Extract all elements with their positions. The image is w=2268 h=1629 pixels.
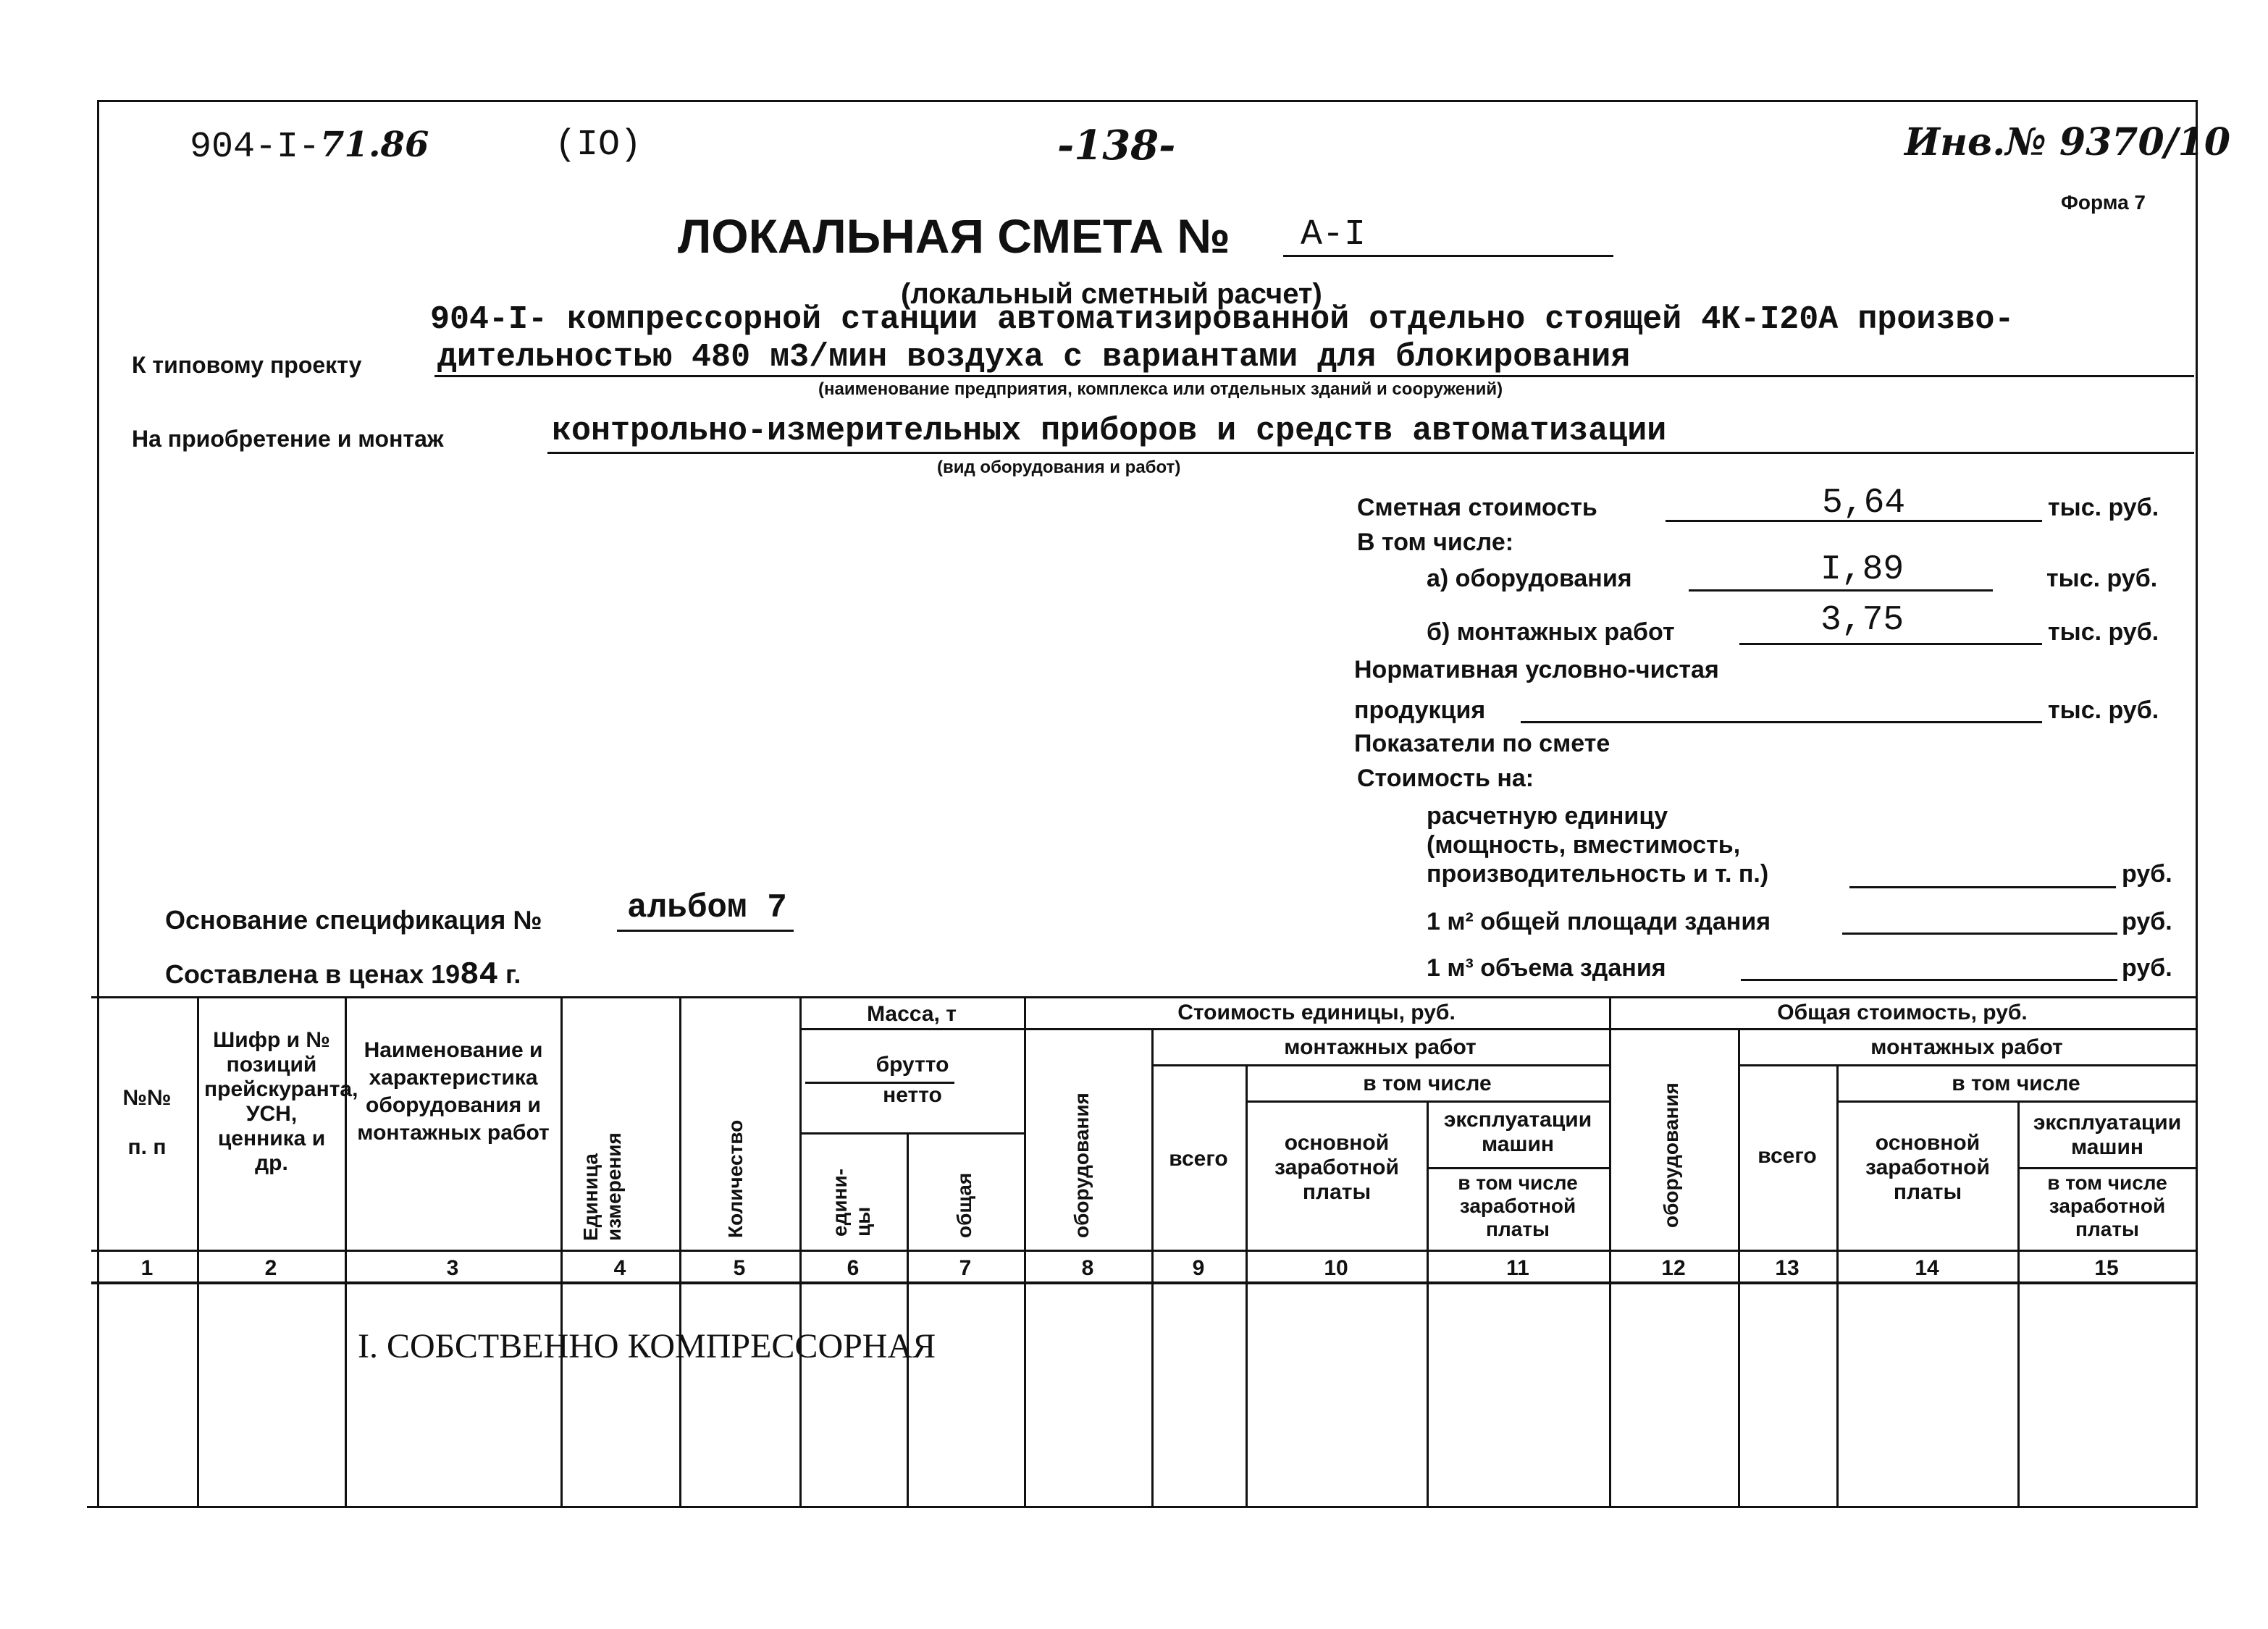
column-number: 1 — [140, 1256, 154, 1280]
project-line-2: дительностью 480 м3/мин воздуха с вариантами для блокирования — [437, 339, 1631, 376]
column-number: 2 — [264, 1256, 277, 1280]
column-number: 13 — [1775, 1256, 1799, 1280]
project-line — [434, 375, 2194, 377]
header-total-install: монтажных работ — [1870, 1035, 2063, 1059]
header-unit-incl: в том числе — [1363, 1072, 1492, 1095]
unit-calc-line — [1849, 886, 2116, 888]
basis-label: Основание спецификация № — [165, 905, 542, 935]
header-unit-wages: основной заработной платы — [1274, 1131, 1399, 1204]
col-line-6 — [907, 1132, 909, 1506]
equipment-cost-value: I,89 — [1820, 550, 1904, 589]
header-bottom-line — [91, 1250, 2196, 1252]
column-number: 9 — [1192, 1256, 1205, 1280]
totalcost-machine-line — [2017, 1167, 2196, 1169]
mass-split-line — [799, 1132, 1024, 1135]
header-price-code: Шифр и № позиций прейскуранта, УСН, ценника и др. — [204, 1028, 358, 1175]
header-name: Наименование и характеристика оборудования и монтажных работ — [357, 1038, 550, 1145]
per-m2-line — [1842, 933, 2117, 935]
col-line-14 — [2017, 1100, 2020, 1506]
unit-calc-rub: руб. — [2122, 860, 2172, 888]
per-m2-label: 1 м² общей площади здания — [1427, 908, 1771, 935]
column-number: 10 — [1324, 1256, 1348, 1280]
installation-cost-line — [1739, 643, 2042, 645]
header-mass-unit: едини-цы — [828, 1168, 874, 1237]
acquisition-caption: (вид оборудования и работ) — [937, 458, 1181, 477]
inventory-number: Инв.№ 9370/10 — [1904, 120, 2230, 164]
per-m2-rub: руб. — [2122, 908, 2172, 935]
estimate-number-line — [1283, 255, 1613, 257]
header-unit-install: монтажных работ — [1284, 1035, 1477, 1059]
section-number: (IO) — [555, 125, 642, 166]
header-total-machine-wages: в том числе заработной платы — [2047, 1171, 2167, 1240]
page-number: -138- — [1057, 122, 1176, 169]
per-m3-label: 1 м³ объема здания — [1427, 954, 1666, 982]
frame-right — [2196, 100, 2198, 1508]
cost-per-label: Стоимость на: — [1357, 765, 1534, 792]
unit-calc-label-1: расчетную единицу — [1427, 802, 1668, 830]
normative-unit: тыс. руб. — [2048, 696, 2159, 724]
column-numbers-line — [91, 1281, 2196, 1284]
col-line-9 — [1246, 1064, 1248, 1506]
header-total-equipment: оборудования — [1660, 1082, 1682, 1228]
col-line-7 — [1024, 996, 1026, 1506]
header-unit-machines: эксплуатации машин — [1443, 1108, 1592, 1156]
installation-cost-value: 3,75 — [1820, 601, 1904, 640]
equipment-cost-label: а) оборудования — [1427, 565, 1632, 592]
header-total-machines: эксплуатации машин — [2033, 1111, 2182, 1159]
column-number: 12 — [1661, 1256, 1686, 1280]
column-number: 14 — [1915, 1256, 1939, 1280]
header-unit-cost: Стоимость единицы, руб. — [1177, 1001, 1456, 1024]
header-mass: Масса, т — [867, 1002, 957, 1026]
header-total-incl: в том числе — [1952, 1072, 2080, 1095]
mass-sub-line — [799, 1028, 1024, 1030]
unitcost-machine-line — [1427, 1167, 1609, 1169]
basis-line — [617, 930, 794, 932]
header-quantity: Количество — [724, 1119, 747, 1238]
unitcost-sub-line — [1024, 1028, 1609, 1030]
col-line-5 — [799, 996, 802, 1506]
project-caption: (наименование предприятия, комплекса или отдельных зданий и сооружений) — [818, 379, 1503, 399]
col-line-3 — [560, 996, 563, 1506]
header-netto: нетто — [883, 1083, 942, 1107]
page-title: ЛОКАЛЬНАЯ СМЕТА № — [678, 209, 1230, 263]
table-bottom-line — [87, 1506, 2196, 1508]
frame-left — [97, 100, 99, 1508]
estimate-number: А-I — [1301, 214, 1366, 256]
total-cost-label: Сметная стоимость — [1357, 494, 1597, 521]
unitcost-install-line — [1151, 1064, 1609, 1066]
column-number: 11 — [1506, 1256, 1529, 1280]
installation-cost-unit: тыс. руб. — [2048, 618, 2159, 646]
normative-label-1: Нормативная условно-чистая — [1354, 656, 1719, 683]
column-number: 3 — [446, 1256, 459, 1280]
frame-top — [97, 100, 2197, 102]
equipment-cost-unit: тыс. руб. — [2046, 565, 2158, 592]
indicators-label: Показатели по смете — [1354, 730, 1610, 757]
totalcost-incl-line — [1836, 1100, 2196, 1103]
doc-code: 904-I-71.86 — [190, 125, 429, 168]
basis-value: альбом 7 — [627, 889, 787, 927]
project-label: К типовому проекту — [132, 352, 362, 378]
header-unit-machine-wages: в том числе заработной платы — [1458, 1171, 1578, 1240]
acquisition-label: На приобретение и монтаж — [132, 426, 444, 452]
header-unit: Единица измерения — [579, 1132, 625, 1241]
col-line-13 — [1836, 1064, 1839, 1506]
column-number: 4 — [613, 1256, 626, 1280]
project-line-1: 904-I- компрессорной станции автоматизированной отдельно стоящей 4К-I20А произво- — [430, 301, 2015, 338]
section-title: I. СОБСТВЕННО КОМПРЕССОРНАЯ — [358, 1327, 936, 1365]
acquisition-line — [547, 452, 2194, 454]
col-line-10 — [1427, 1100, 1429, 1506]
prices-label: Составлена в ценах 1984 г. — [165, 957, 521, 993]
column-number: 15 — [2094, 1256, 2119, 1280]
acquisition-value: контрольно-измерительных приборов и средств автоматизации — [552, 413, 1667, 450]
column-number: 7 — [959, 1256, 972, 1280]
title-subtitle: (локальный сметный расчет) — [901, 278, 1322, 310]
total-cost-value: 5,64 — [1822, 484, 1906, 523]
col-line-1 — [197, 996, 199, 1506]
column-number: 8 — [1081, 1256, 1094, 1280]
totalcost-install-line — [1738, 1064, 2196, 1066]
total-cost-unit: тыс. руб. — [2048, 494, 2159, 521]
column-number: 6 — [847, 1256, 860, 1280]
equipment-cost-line — [1689, 589, 1993, 592]
installation-cost-label: б) монтажных работ — [1427, 618, 1675, 646]
header-row-number: №№ п. п — [122, 1086, 172, 1159]
header-brutto: брутто — [875, 1053, 949, 1077]
including-label: В том числе: — [1357, 529, 1514, 556]
col-line-4 — [679, 996, 681, 1506]
header-mass-total: общая — [953, 1172, 975, 1238]
header-total-cost: Общая стоимость, руб. — [1777, 1001, 2028, 1024]
table-top-line — [91, 996, 2196, 998]
normative-label-2: продукция — [1354, 696, 1486, 724]
unit-calc-label-2: (мощность, вместимость, — [1427, 831, 1741, 859]
header-unit-total: всего — [1169, 1147, 1228, 1171]
unit-calc-label-3: производительность и т. п.) — [1427, 860, 1769, 888]
total-cost-line — [1666, 520, 2042, 522]
totalcost-sub-line — [1609, 1028, 2196, 1030]
col-line-11 — [1609, 996, 1611, 1506]
header-total-wages: основной заработной платы — [1865, 1131, 1990, 1204]
per-m3-rub: руб. — [2122, 954, 2172, 982]
form-label: Форма 7 — [2061, 191, 2146, 214]
normative-line — [1521, 721, 2042, 723]
header-unit-equipment: оборудования — [1070, 1093, 1093, 1238]
header-total-total: всего — [1757, 1144, 1817, 1168]
col-line-2 — [345, 996, 347, 1506]
column-number: 5 — [733, 1256, 746, 1280]
per-m3-line — [1741, 979, 2117, 981]
